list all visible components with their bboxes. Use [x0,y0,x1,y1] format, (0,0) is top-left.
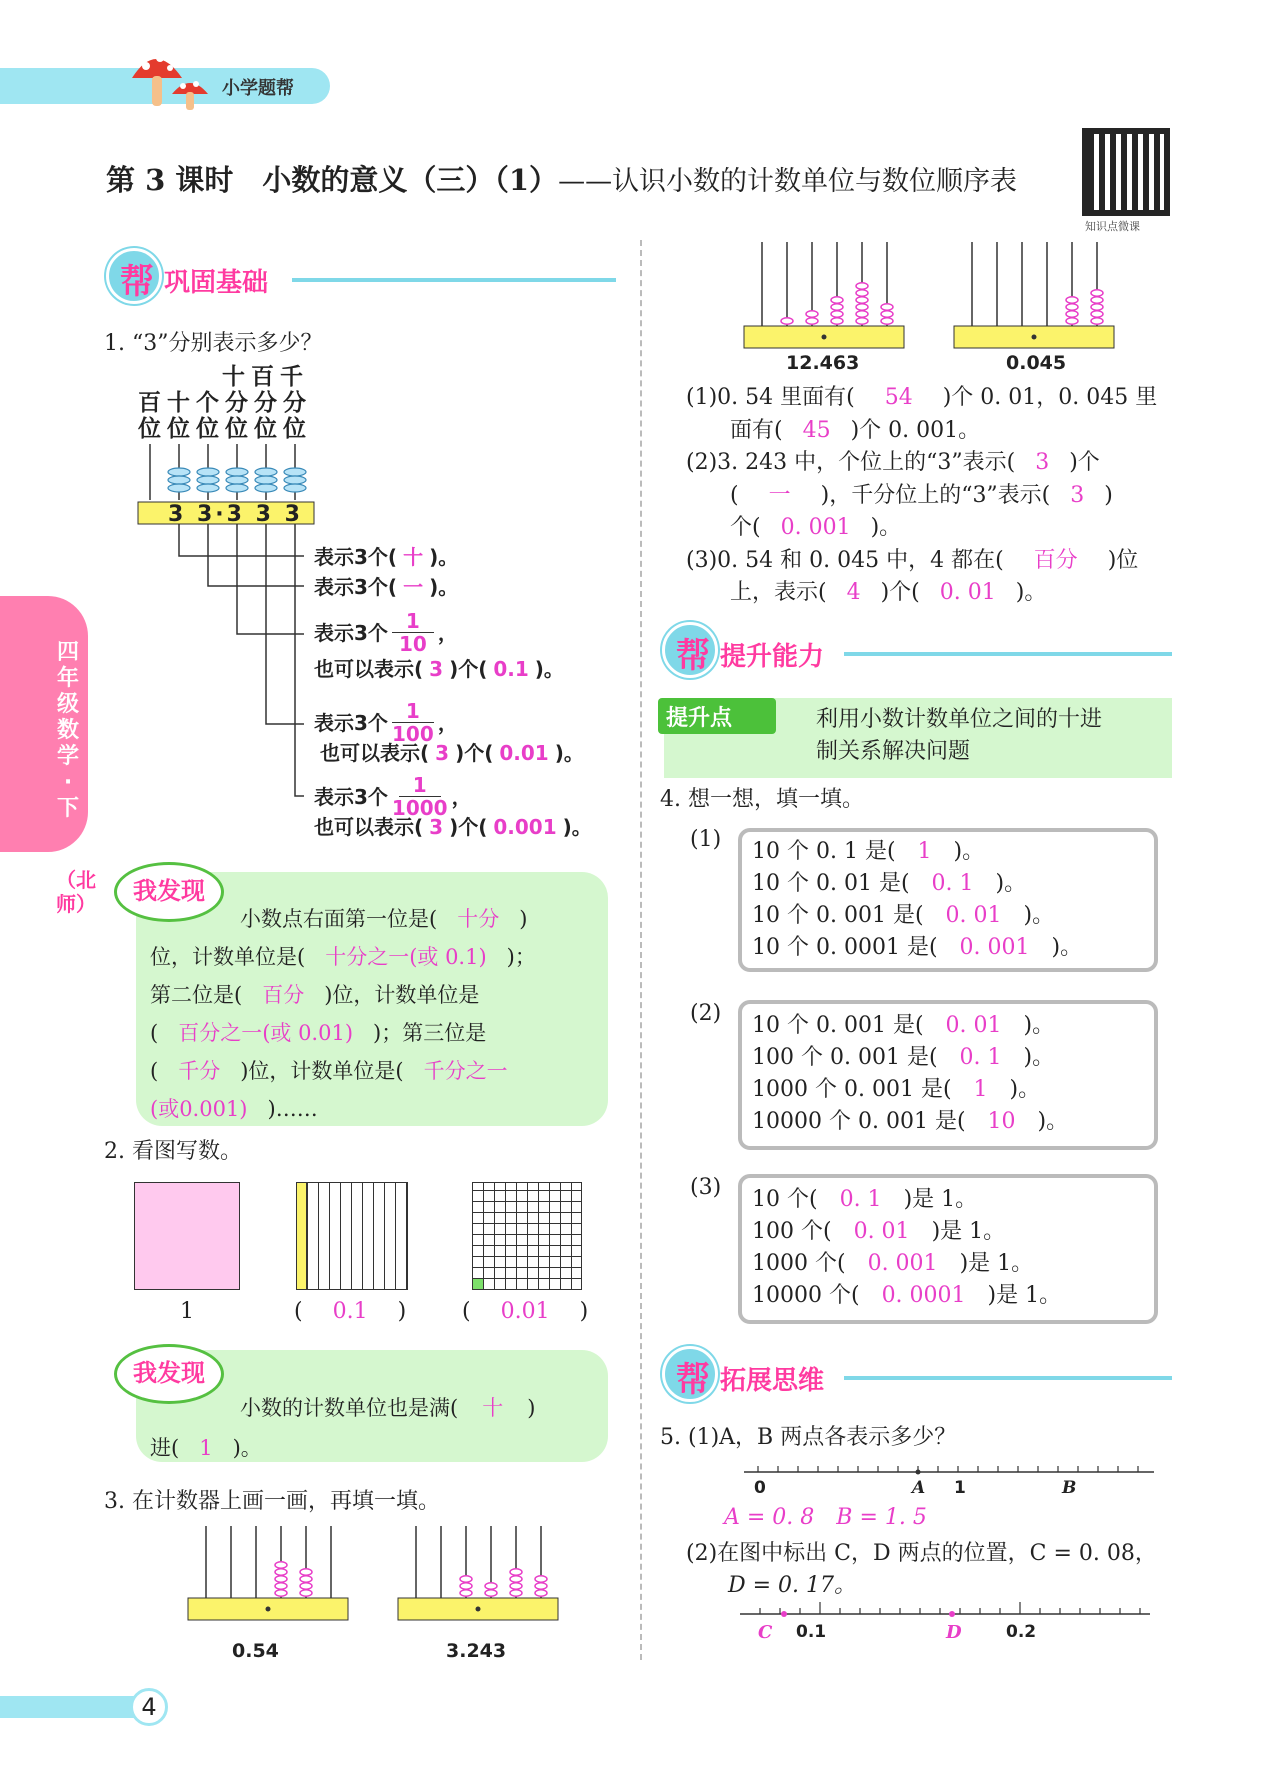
abacus-bead [831,311,843,317]
q1-line-6: 也可以表示( 3 )个( 0.01 )。 [320,741,584,765]
abacus-bead [881,304,893,310]
abacus-1-label: 0.54 [232,1640,279,1662]
decimal-point [266,1607,271,1612]
abacus-bead [831,304,843,310]
q2-answer-2: ( 0.01 ) [462,1299,589,1324]
q4-label-1: (1) [690,827,722,852]
q1-line-2: 表示3个( 一 )。 [314,575,459,599]
tip-text: 利用小数计数单位之间的十进 制关系解决问题 [816,707,1103,764]
place-mid: 个 [196,390,219,416]
nl2-label-0.1: 0.1 [796,1622,827,1642]
tenths-square [296,1182,408,1290]
abacus-bead [1066,318,1078,324]
place-mid: 分 [283,390,306,416]
abacus-bead [535,1576,547,1582]
mushroom-logo-icon [128,44,218,114]
abacus-3-label: 12.463 [786,352,860,374]
abacus-bead [275,1583,287,1589]
place-bot: 位 [196,416,219,442]
abacus-bead [806,311,818,317]
decimal-point [1032,335,1037,340]
abacus-bead [881,318,893,324]
place-bot: 位 [167,416,190,442]
abacus-bead [460,1583,472,1589]
abacus-bead [1091,311,1103,317]
page-number: 4 [130,1688,168,1726]
nl1-label-B: B [1062,1478,1077,1498]
abacus-bead [300,1583,312,1589]
abacus-bead [1091,297,1103,303]
unit-square [134,1182,240,1290]
abacus-bead [881,311,893,317]
q1-abacus-diagram [130,440,320,810]
side-tab-grade: 四年级数学·下 [56,640,79,821]
page-title [106,158,1017,199]
place-mid: 十 [167,390,190,416]
abacus-bead [1066,297,1078,303]
q4-box-2-rows: 10 个 0. 001 是( 0. 01 )。 100 个 0. 001 是( 0. 1 )。 1000 个 0. 001 是( 1 )。 10000 个 0. 001 是( 10 )。 [752,1013,1069,1134]
hundredths-square [472,1182,582,1290]
section-title: 提升能力 [720,642,825,672]
abacus-bead [1066,311,1078,317]
q4-label-3: (3) [690,1175,722,1200]
column-divider [640,240,642,1660]
abacus-bead [1091,318,1103,324]
abacus-bead [831,318,843,324]
nl2-label-C: C [758,1622,773,1643]
nl1-label-A: A [912,1478,926,1498]
abacus-bead [300,1590,312,1596]
section-title: 巩固基础 [164,268,269,298]
abacus-bead [485,1583,497,1589]
abacus-bead [1091,304,1103,310]
place-bot: 位 [254,416,277,442]
q1-place-headers [138,364,307,442]
q3-parts: (1)0. 54 里面有( 54 )个 0. 01，0. 045 里 面有( 45 )个 0. 001。 (2)3. 243 中，个位上的“3”表示( 3 )个 ( 一 )，千分位上的“3”表示( 3 ) 个( 0. 001 )。 (3)0. 54 和 0. 045 中，4 都在( 百分 )位 上，表示( 4 )个( 0. 01 )。 [686,385,1158,605]
section-title: 拓展思维 [720,1366,825,1396]
bang-label: 帮 [676,1360,710,1400]
q5-part-2a: (2)在图中标出 C，D 两点的位置，C = 0. 08， [686,1541,1157,1566]
q4-stem: 4. 想一想，填一填。 [660,787,864,812]
discovery-tag: 我发现 [114,862,224,922]
place-mid: 百 [138,390,161,416]
abacus-bead [856,297,868,303]
abacus-bead [485,1590,497,1596]
abacus-bead [1066,304,1078,310]
q1-line-7: 表示3个 1 1000 ， [314,773,472,820]
qr-code-icon[interactable] [1082,128,1170,216]
q2-answer-1: ( 0.1 ) [294,1299,407,1324]
abacus-bead [510,1590,522,1596]
qr-caption: 知识点微课 [1085,220,1140,233]
abacus-bead [275,1590,287,1596]
discovery-2-text: 小数的计数单位也是满( 十 ) 进( 1 )。 [150,1396,536,1460]
nl1-label-1: 1 [954,1478,966,1498]
abacus-bead [510,1583,522,1589]
q1-stem: 1. “3”分别表示多少？ [104,331,323,356]
discovery-1-text: 小数点右面第一位是( 十分 ) 位，计数单位是( 十分之一(或 0.1) )； 第二位是( 百分 )位，计数单位是 ( 百分之一(或 0.01) )；第三位是 ( 千分 )位，计数单位是( 千分之一 (或0.001) )…… [150,907,536,1121]
place-bot: 位 [283,416,306,442]
place-bot: 位 [225,416,248,442]
section-rule [844,1376,1172,1380]
abacus-bead [856,318,868,324]
q1-digits: 3 3·3 3 3 [168,502,303,527]
abacus-bead [275,1562,287,1568]
abacus-bead [300,1569,312,1575]
section-header-expand [662,1346,1172,1400]
abacus-bead [781,318,793,324]
abacus-bead [806,318,818,324]
title-main: 第 3 课时 小数的意义（三）（1） [106,163,559,197]
abacus-bead [856,290,868,296]
place-top: 百 [251,364,274,390]
abacus-bead [535,1583,547,1589]
section-rule [292,278,616,282]
decimal-point [822,335,827,340]
abacus-bead [275,1569,287,1575]
nl2-label-D: D [946,1622,962,1643]
q4-box-3-rows: 10 个( 0. 1 )是 1。 100 个( 0. 01 )是 1。 1000 个( 0. 001 )是 1。 10000 个( 0. 0001 )是 1。 [752,1187,1062,1308]
title-sub: ——认识小数的计数单位与数位顺序表 [558,166,1018,197]
brand-label: 小学题帮 [222,78,294,99]
section-rule [844,652,1172,656]
q4-label-2: (2) [690,1001,722,1026]
abacus-bead [831,297,843,303]
tip-badge: 提升点 [658,698,776,734]
nl1-label-0: 0 [754,1478,766,1498]
q1-line-8: 也可以表示( 3 )个( 0.001 )。 [314,815,592,839]
hundredth-fill [473,1279,483,1289]
place-mid: 分 [225,390,248,416]
side-tab-edition: （北师） [56,868,96,916]
abacus-2[interactable] [396,1524,560,1624]
abacus-3[interactable] [742,240,906,352]
section-header-improve [662,622,1172,676]
abacus-bead [460,1590,472,1596]
abacus-bead [460,1576,472,1582]
abacus-bead [510,1576,522,1582]
abacus-bead [856,283,868,289]
q1-line-1: 表示3个( 十 )。 [314,545,459,569]
q3-stem: 3. 在计数器上画一画，再填一填。 [104,1489,440,1514]
tenth-fill [297,1183,307,1289]
abacus-bead [856,304,868,310]
nl2-label-0.2: 0.2 [1006,1622,1037,1642]
abacus-bead [510,1569,522,1575]
decimal-point [476,1607,481,1612]
q1-line-4: 也可以表示( 3 )个( 0.1 )。 [314,657,564,681]
abacus-4[interactable] [952,240,1116,352]
q5-part-1: 5. (1)A，B 两点各表示多少？ [660,1425,957,1450]
abacus-bead [1091,290,1103,296]
q5-part-2b: D = 0. 17。 [728,1573,857,1598]
abacus-2-label: 3.243 [446,1640,507,1662]
q4-box-1-rows: 10 个 0. 1 是( 1 )。 10 个 0. 01 是( 0. 1 )。 10 个 0. 001 是( 0. 01 )。 10 个 0. 0001 是( 0. 001 )。 [752,839,1083,960]
q1-line-3: 表示3个 1 10 ， [314,609,458,656]
section-header-basics [106,248,616,302]
place-bot: 位 [138,416,161,442]
q5-answer-1: A = 0. 8 B = 1. 5 [724,1505,927,1530]
abacus-bead [300,1576,312,1582]
place-mid: 分 [254,390,277,416]
bang-label: 帮 [120,262,154,302]
abacus-bead [856,311,868,317]
q2-stem: 2. 看图写数。 [104,1139,242,1164]
place-top: 千 [280,364,303,390]
q2-caption-1: 1 [180,1299,194,1324]
page-number-bar [0,1696,150,1718]
abacus-bead [275,1576,287,1582]
q1-line-5: 表示3个 1 100 ， [314,699,458,746]
place-top: 十 [222,364,245,390]
discovery-tag: 我发现 [114,1344,224,1404]
abacus-bead [535,1590,547,1596]
abacus-1[interactable] [186,1524,350,1624]
abacus-4-label: 0.045 [1006,352,1067,374]
bang-label: 帮 [676,636,710,676]
